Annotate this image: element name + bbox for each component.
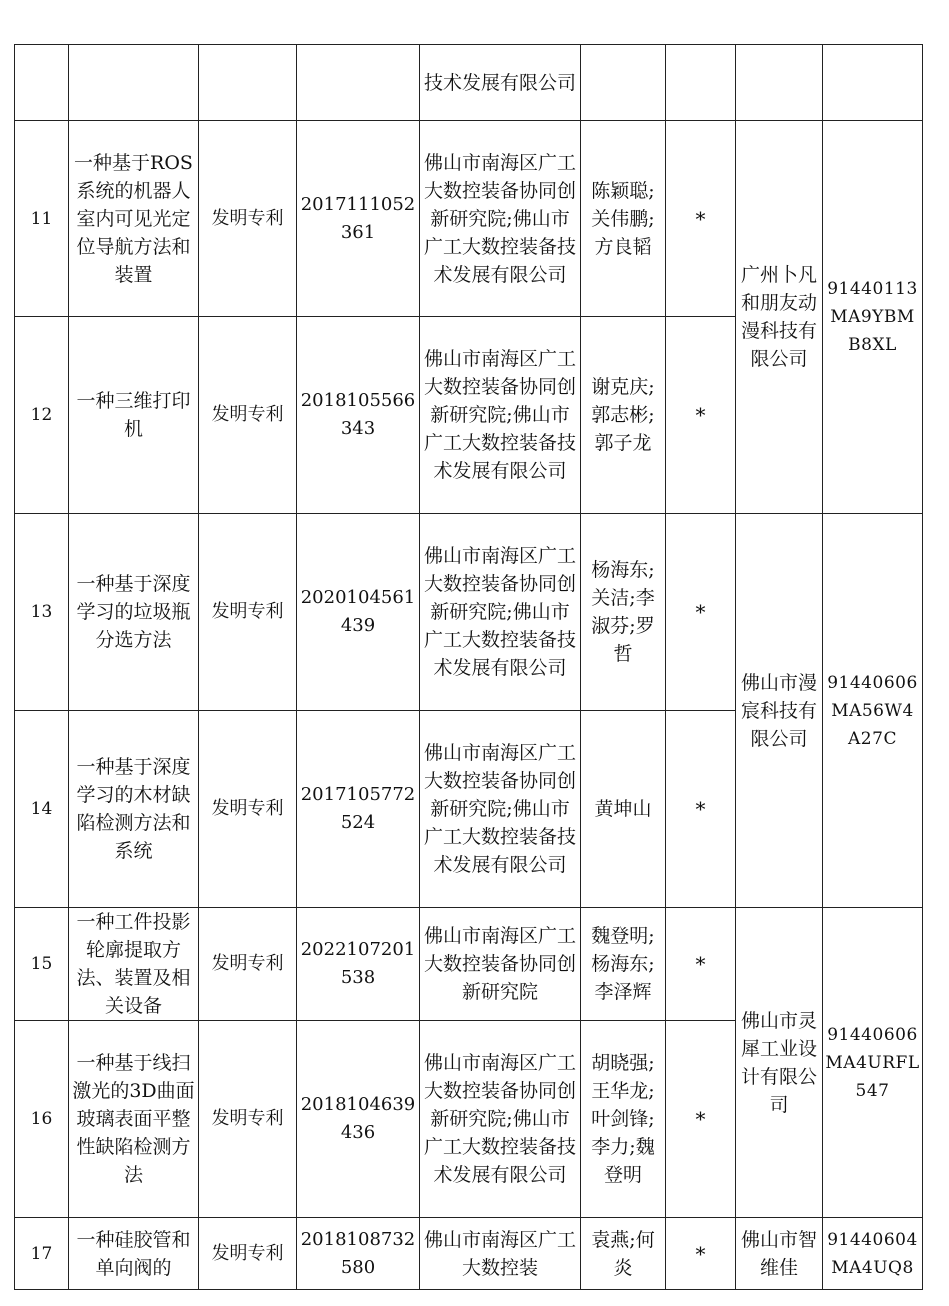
credit-code-cell: 91440606MA56W4A27C xyxy=(823,514,923,908)
holder-cell: 佛山市南海区广工大数控装备协同创新研究院;佛山市广工大数控装备技术发展有限公司 xyxy=(420,1021,581,1218)
application-number-cell: 2018105566343 xyxy=(297,317,420,514)
table-row xyxy=(15,1218,923,1290)
row-number-cell: 13 xyxy=(15,514,69,711)
mark-cell: * xyxy=(666,514,736,711)
title-cell: 一种三维打印机 xyxy=(69,317,199,514)
row-number-cell: 14 xyxy=(15,711,69,908)
holder-cell: 技术发展有限公司 xyxy=(420,45,581,121)
holder-cell: 佛山市南海区广工大数控装备协同创新研究院;佛山市广工大数控装备技术发展有限公司 xyxy=(420,317,581,514)
credit-code-cell: 91440604MA4UQ8 xyxy=(823,1218,923,1290)
title-cell: 一种基于深度学习的木材缺陷检测方法和系统 xyxy=(69,711,199,908)
title-cell: 一种基于线扫激光的3D曲面玻璃表面平整性缺陷检测方法 xyxy=(69,1021,199,1218)
title-cell xyxy=(69,45,199,121)
row-number-cell: 16 xyxy=(15,1021,69,1218)
transferee-name-cell: 佛山市漫宸科技有限公司 xyxy=(736,514,823,908)
inventors-cell: 陈颖聪;关伟鹏;方良韬 xyxy=(581,121,666,317)
mark-cell xyxy=(666,45,736,121)
title-cell: 一种基于ROS系统的机器人室内可见光定位导航方法和装置 xyxy=(69,121,199,317)
inventors-cell: 魏登明;杨海东;李泽辉 xyxy=(581,908,666,1021)
application-number-cell: 2018104639436 xyxy=(297,1021,420,1218)
patent-type-cell: 发明专利 xyxy=(199,711,297,908)
row-number-cell: 17 xyxy=(15,1218,69,1290)
application-number-cell: 2018108732580 xyxy=(297,1218,420,1290)
row-number-cell: 12 xyxy=(15,317,69,514)
transferee-name-cell: 佛山市智维佳 xyxy=(736,1218,823,1290)
table-row xyxy=(15,514,923,711)
holder-cell: 佛山市南海区广工大数控装 xyxy=(420,1218,581,1290)
credit-code-cell: 91440113MA9YBMB8XL xyxy=(823,121,923,514)
inventors-cell: 黄坤山 xyxy=(581,711,666,908)
application-number-cell: 2017105772524 xyxy=(297,711,420,908)
table-row xyxy=(15,908,923,1021)
transferee-name-cell xyxy=(736,45,823,121)
patent-type-cell: 发明专利 xyxy=(199,121,297,317)
title-cell: 一种基于深度学习的垃圾瓶分选方法 xyxy=(69,514,199,711)
table-row xyxy=(15,121,923,317)
application-number-cell: 2020104561439 xyxy=(297,514,420,711)
patent-type-cell: 发明专利 xyxy=(199,514,297,711)
credit-code-cell xyxy=(823,45,923,121)
row-number-cell: 11 xyxy=(15,121,69,317)
mark-cell: * xyxy=(666,317,736,514)
holder-cell: 佛山市南海区广工大数控装备协同创新研究院;佛山市广工大数控装备技术发展有限公司 xyxy=(420,711,581,908)
holder-cell: 佛山市南海区广工大数控装备协同创新研究院 xyxy=(420,908,581,1021)
transferee-name-cell: 佛山市灵犀工业设计有限公司 xyxy=(736,908,823,1218)
application-number-cell: 2017111052361 xyxy=(297,121,420,317)
holder-cell: 佛山市南海区广工大数控装备协同创新研究院;佛山市广工大数控装备技术发展有限公司 xyxy=(420,514,581,711)
mark-cell: * xyxy=(666,1021,736,1218)
mark-cell: * xyxy=(666,1218,736,1290)
patent-type-cell xyxy=(199,45,297,121)
holder-cell: 佛山市南海区广工大数控装备协同创新研究院;佛山市广工大数控装备技术发展有限公司 xyxy=(420,121,581,317)
inventors-cell: 杨海东;关洁;李淑芬;罗哲 xyxy=(581,514,666,711)
inventors-cell: 袁燕;何炎 xyxy=(581,1218,666,1290)
inventors-cell: 胡晓强;王华龙;叶剑锋;李力;魏登明 xyxy=(581,1021,666,1218)
row-number-cell: 15 xyxy=(15,908,69,1021)
credit-code-cell: 91440606MA4URFL547 xyxy=(823,908,923,1218)
patent-type-cell: 发明专利 xyxy=(199,1218,297,1290)
patent-transfer-table xyxy=(14,44,923,1290)
row-number-cell xyxy=(15,45,69,121)
transferee-name-cell: 广州卜凡和朋友动漫科技有限公司 xyxy=(736,121,823,514)
application-number-cell: 2022107201538 xyxy=(297,908,420,1021)
title-cell: 一种工件投影轮廓提取方法、装置及相关设备 xyxy=(69,908,199,1021)
title-cell: 一种硅胶管和单向阀的 xyxy=(69,1218,199,1290)
inventors-cell xyxy=(581,45,666,121)
mark-cell: * xyxy=(666,908,736,1021)
mark-cell: * xyxy=(666,711,736,908)
patent-type-cell: 发明专利 xyxy=(199,908,297,1021)
patent-type-cell: 发明专利 xyxy=(199,1021,297,1218)
application-number-cell xyxy=(297,45,420,121)
patent-type-cell: 发明专利 xyxy=(199,317,297,514)
mark-cell: * xyxy=(666,121,736,317)
inventors-cell: 谢克庆;郭志彬;郭子龙 xyxy=(581,317,666,514)
table-row xyxy=(15,45,923,121)
